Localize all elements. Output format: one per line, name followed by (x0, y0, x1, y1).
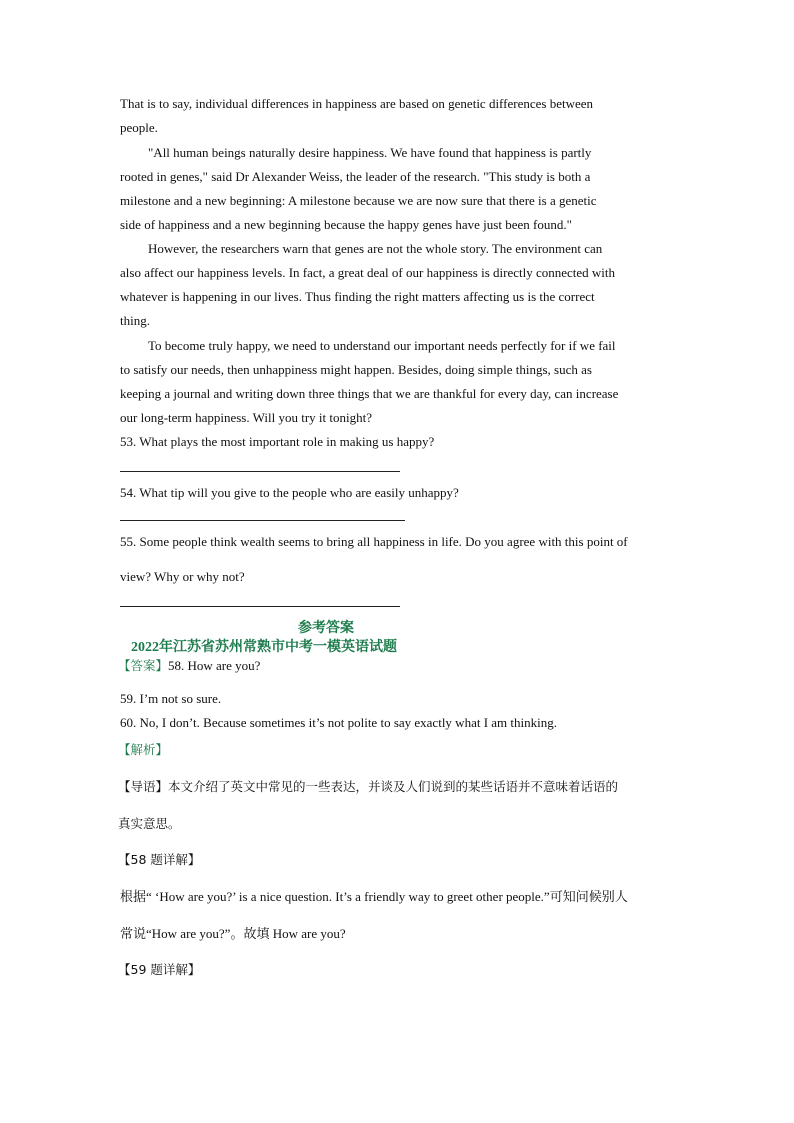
guide-text-cont: 真实意思。 (118, 816, 181, 831)
answer-58: 58. How are you? (168, 658, 261, 673)
answer-label: 【答案】 (118, 658, 169, 673)
passage-line: side of happiness and a new beginning because the happy genes have just been found." (120, 217, 572, 232)
passage-line: to satisfy our needs, then unhappiness might happen. Besides, doing simple things, such as (120, 362, 592, 377)
answer-subheading: 2022年江苏省苏州常熟市中考一模英语试题 (131, 640, 397, 655)
guide-text: 【导语】本文介绍了英文中常见的一些表达，并谈及人们说到的某些话语并不意味着话语的 (118, 779, 619, 794)
passage-line: keeping a journal and writing down three things that we are thankful for every day, can increase (120, 386, 619, 401)
analysis-label: 【解析】 (118, 742, 169, 757)
passage-line: That is to say, individual differences in happiness are based on genetic differences between (120, 96, 594, 111)
answer-blank-54[interactable] (120, 520, 405, 521)
passage-line: rooted in genes," said Dr Alexander Weiss, the leader of the research. "This study is both a (120, 169, 591, 184)
passage-line: our long-term happiness. Will you try it tonight? (120, 410, 372, 425)
answer-blank-53[interactable] (120, 471, 400, 472)
passage-line: However, the researchers warn that genes are not the whole story. The environment can (148, 241, 603, 256)
question-55: 55. Some people think wealth seems to bring all happiness in life. Do you agree with this point of (120, 534, 628, 549)
question-55-cont: view? Why or why not? (120, 569, 245, 584)
detail-58-text-cont: 常说“How are you?”。故填 How are you? (120, 926, 346, 941)
question-53: 53. What plays the most important role in making us happy? (120, 434, 435, 449)
question-54: 54. What tip will you give to the people who are easily unhappy? (120, 485, 459, 500)
passage-line: also affect our happiness levels. In fact, a great deal of our happiness is directly connected with (120, 265, 616, 280)
answer-60: 60. No, I don’t. Because sometimes it’s not polite to say exactly what I am thinking. (120, 715, 557, 730)
answer-59: 59. I’m not so sure. (120, 691, 222, 706)
detail-58-text: 根据“ ‘How are you?’ is a nice question. It’s a friendly way to greet other people.”可知问候别人 (120, 889, 628, 904)
passage-line: whatever is happening in our lives. Thus finding the right matters affecting us is the correct (120, 289, 595, 304)
detail-58-label: 【58 题详解】 (118, 852, 201, 867)
passage-line: milestone and a new beginning: A milestone because we are now sure that there is a genetic (120, 193, 597, 208)
passage-line: "All human beings naturally desire happiness. We have found that happiness is partly (148, 145, 592, 160)
answer-row-58 (118, 658, 260, 674)
passage-line: To become truly happy, we need to understand our important needs perfectly for if we fail (148, 338, 616, 353)
detail-59-label: 【59 题详解】 (118, 962, 201, 977)
passage-line: thing. (120, 313, 150, 328)
answer-heading: 参考答案 (298, 621, 354, 636)
passage-line: people. (120, 120, 158, 135)
answer-blank-55[interactable] (120, 606, 400, 607)
